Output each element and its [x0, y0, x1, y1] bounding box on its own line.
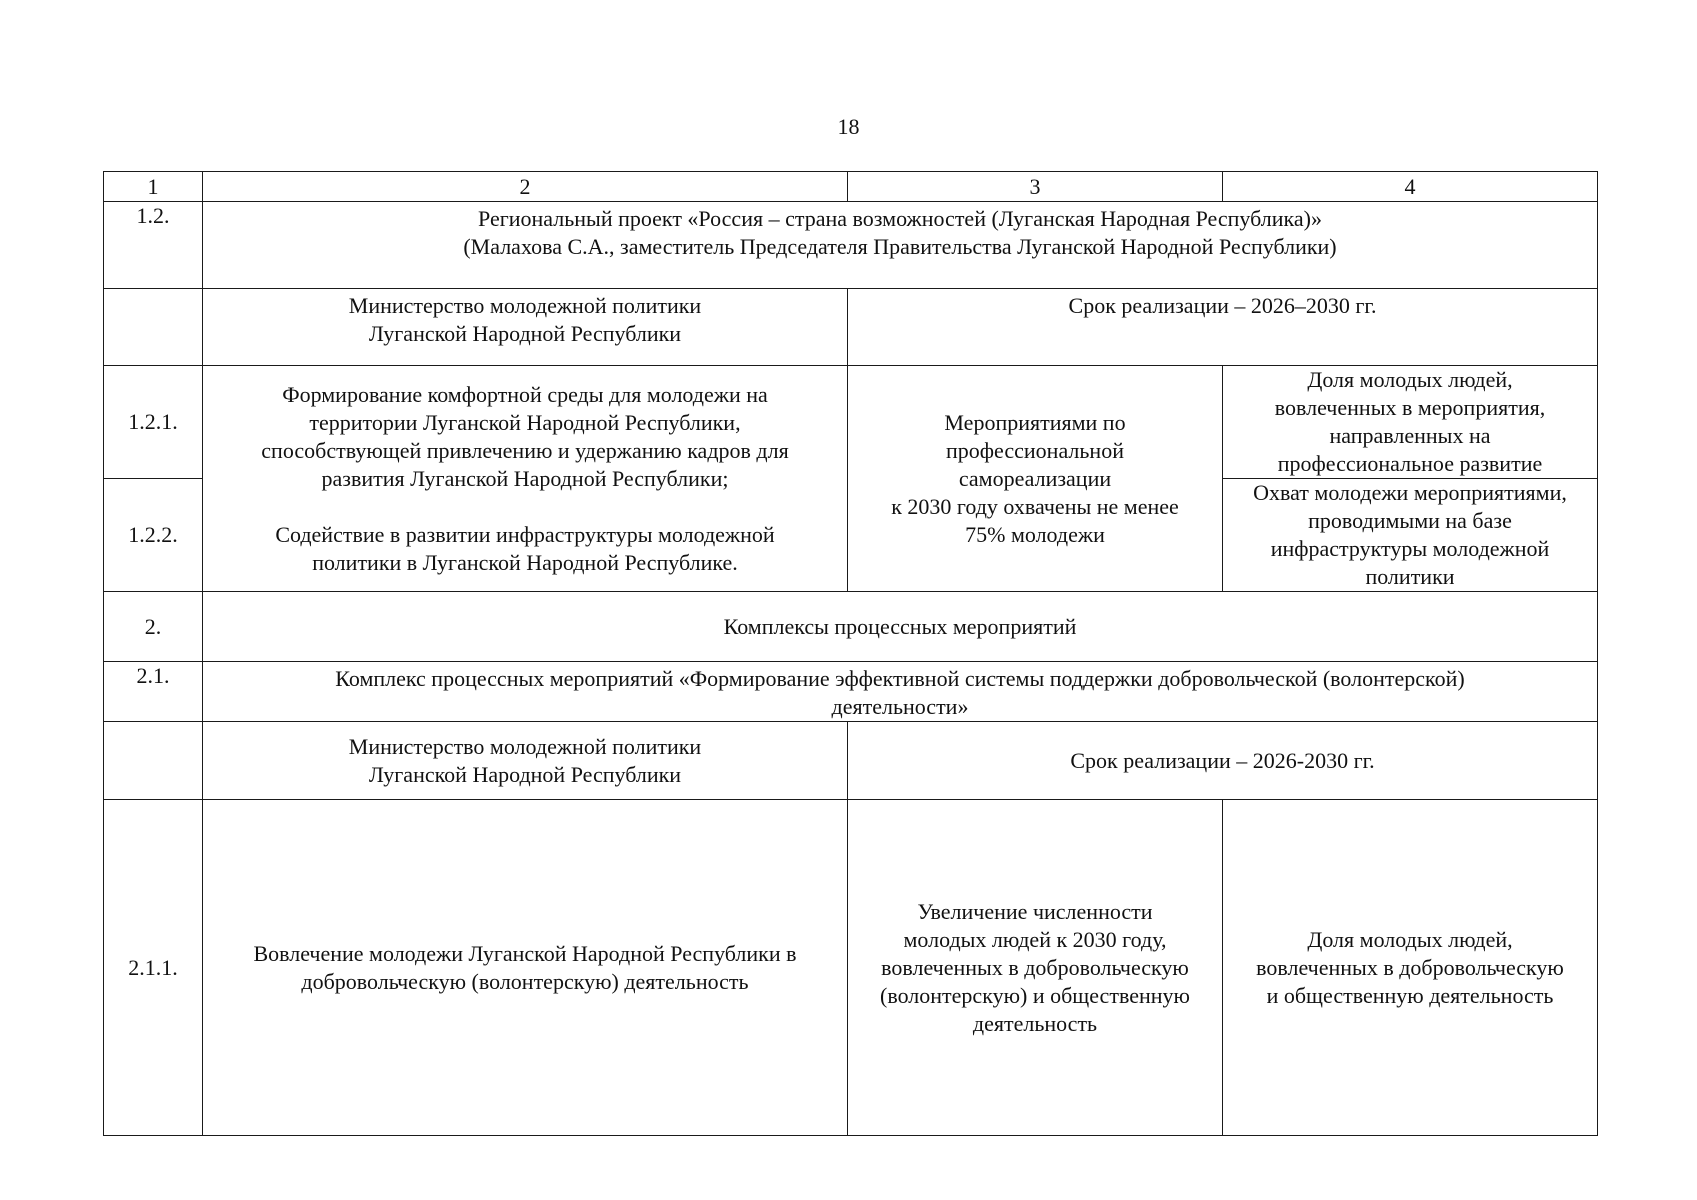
- responsible-row: [104, 289, 1598, 366]
- effect-line: (волонтерскую) и общественную: [880, 982, 1190, 1008]
- implementation-term: Срок реализации – 2026–2030 гг.: [848, 289, 1598, 366]
- empty-cell: [104, 289, 203, 366]
- task-line: развития Луганской Народной Республики;: [321, 465, 729, 491]
- expected-effect: [848, 800, 1223, 1136]
- project-title-line: Региональный проект «Россия – страна возможностей (Луганская Народная Республика)»: [478, 206, 1322, 231]
- complex-row: [104, 662, 1598, 722]
- empty-cell: [104, 722, 203, 800]
- responsible-ministry: [203, 289, 848, 366]
- task-line: Формирование комфортной среды для молодежи на: [282, 381, 768, 407]
- task-line: Содействие в развитии инфраструктуры молодежной: [275, 521, 775, 547]
- task-line: территории Луганской Народной Республики,: [309, 409, 741, 435]
- task-row: [104, 800, 1598, 1136]
- ministry-line: Луганской Народной Республики: [368, 761, 682, 787]
- effect-line: деятельность: [972, 1010, 1098, 1036]
- row-number: 1.2.: [104, 202, 203, 289]
- project-title: [203, 202, 1598, 289]
- ministry-line: Луганской Народной Республики: [368, 321, 682, 346]
- indicator-line: профессиональное развитие: [1277, 451, 1543, 476]
- indicator-line: Охват молодежи мероприятиями,: [1253, 480, 1567, 505]
- complex-title: [203, 662, 1598, 722]
- row-number: 2.: [104, 592, 203, 662]
- header-row: [104, 172, 1598, 202]
- task-line: добровольческую (волонтерскую) деятельность: [301, 968, 749, 994]
- indicator-line: вовлеченных в добровольческую: [1256, 954, 1564, 980]
- indicator-line: проводимыми на базе: [1308, 508, 1512, 533]
- row-number: 2.1.1.: [104, 800, 203, 1136]
- program-table: [103, 171, 1598, 1136]
- task-description: [203, 800, 848, 1136]
- indicator-line: и общественную деятельность: [1266, 982, 1554, 1008]
- effect-line: Увеличение численности: [917, 898, 1153, 924]
- responsible-row: [104, 722, 1598, 800]
- header-col-2: 2: [203, 172, 848, 202]
- header-col-4: 4: [1223, 172, 1598, 202]
- task-description: [203, 366, 848, 592]
- task-line: политики в Луганской Народной Республике.: [312, 549, 738, 575]
- header-col-1: 1: [104, 172, 203, 202]
- indicator: [1223, 800, 1598, 1136]
- row-number: 1.2.1.: [104, 366, 203, 479]
- effect-line: вовлеченных в добровольческую: [881, 954, 1189, 980]
- effect-line: Мероприятиями по: [944, 409, 1126, 435]
- ministry-line: Министерство молодежной политики: [348, 733, 702, 759]
- indicator: [1223, 366, 1598, 479]
- indicator: [1223, 479, 1598, 592]
- indicator-line: Доля молодых людей,: [1307, 367, 1513, 392]
- ministry-line: Министерство молодежной политики: [348, 293, 702, 318]
- effect-line: профессиональной: [946, 437, 1124, 463]
- implementation-term: Срок реализации – 2026-2030 гг.: [848, 722, 1598, 800]
- section-title: Комплексы процессных мероприятий: [203, 592, 1598, 662]
- expected-effect: [848, 366, 1223, 592]
- row-number: 1.2.2.: [104, 479, 203, 592]
- task-row: [104, 366, 1598, 479]
- row-number: 2.1.: [104, 662, 203, 722]
- header-col-3: 3: [848, 172, 1223, 202]
- project-curator-line: (Малахова С.А., заместитель Председателя Правительства Луганской Народной Республики): [463, 234, 1337, 259]
- project-row: [104, 202, 1598, 289]
- indicator-line: направленных на: [1329, 423, 1491, 448]
- effect-line: 75% молодежи: [965, 521, 1105, 547]
- responsible-ministry: [203, 722, 848, 800]
- complex-title-line: деятельности»: [831, 694, 969, 719]
- effect-line: самореализации: [958, 465, 1112, 491]
- task-line: способствующей привлечению и удержанию кадров для: [261, 437, 789, 463]
- indicator-line: политики: [1365, 564, 1455, 589]
- indicator-line: вовлеченных в мероприятия,: [1274, 395, 1546, 420]
- section-row: [104, 592, 1598, 662]
- complex-title-line: Комплекс процессных мероприятий «Формирование эффективной системы поддержки добровольческой (волонтерской): [335, 666, 1465, 691]
- task-line: Вовлечение молодежи Луганской Народной Республики в: [253, 940, 797, 966]
- page-number: 18: [837, 114, 860, 139]
- effect-line: к 2030 году охвачены не менее: [891, 493, 1179, 519]
- indicator-line: инфраструктуры молодежной: [1270, 536, 1550, 561]
- effect-line: молодых людей к 2030 году,: [903, 926, 1167, 952]
- indicator-line: Доля молодых людей,: [1307, 926, 1513, 952]
